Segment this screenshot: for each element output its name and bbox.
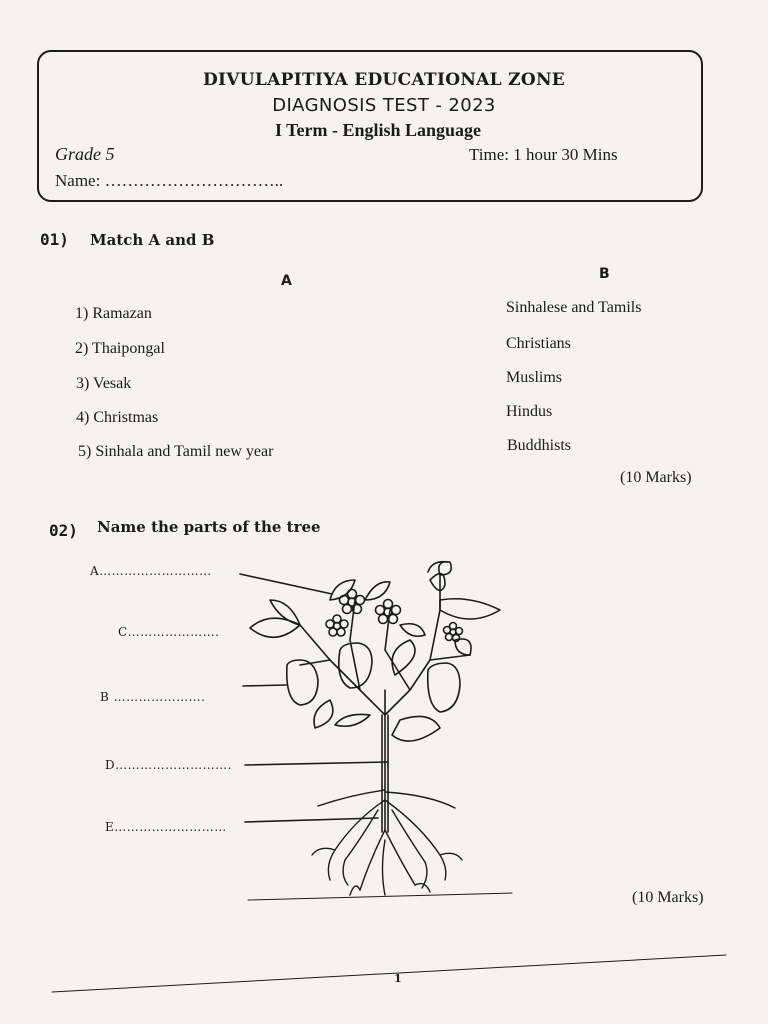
question-1-marks: (10 Marks) [620,469,692,486]
a-item: 3) Vesak [76,375,132,392]
a-item: 4) Christmas [76,409,159,426]
term-title: I Term - English Language [274,120,482,140]
flower [326,615,348,636]
page-rule [52,955,726,992]
leaf [335,714,370,726]
leaf [365,582,390,600]
b-item: Buddhists [507,437,572,454]
pointer-line-b [243,685,286,686]
leaf [250,618,300,637]
label-a-blank[interactable]: A……………………… [90,564,212,578]
leaf [440,599,500,619]
time-label: Time: 1 hour 30 Mins [469,145,618,164]
flower [376,600,401,624]
label-c-blank[interactable]: C…………………. [118,625,220,639]
question-2-title: Name the parts of the tree [97,518,321,536]
leaf [392,716,440,741]
question-1-title: Match A and B [90,231,215,249]
label-b-blank[interactable]: B …………………. [100,690,206,704]
b-item: Christians [506,335,571,352]
a-item: 2) Thaipongal [75,340,165,357]
a-item: 5) Sinhala and Tamil new year [78,443,274,460]
flower [444,623,463,642]
leaf [270,600,300,625]
zone-title: DIVULAPITIYA EDUCATIONAL ZONE [202,70,566,90]
page-number: 1 [394,972,402,985]
label-e-blank[interactable]: E……………………… [105,820,227,834]
label-d-blank[interactable]: D………………………. [105,758,232,772]
a-item: 1) Ramazan [75,305,152,322]
grade-label: Grade 5 [55,144,115,164]
column-b-heading: B [599,266,610,282]
pointer-line-a [240,574,332,594]
leaf [400,624,425,637]
fruit [428,663,460,712]
pointer-line-d [245,762,388,765]
test-title: DIAGNOSIS TEST - 2023 [272,95,496,116]
fruit [287,660,318,705]
b-item: Hindus [506,403,553,420]
flower [340,590,365,614]
question-2-number: 02) [49,521,78,540]
question-2-marks: (10 Marks) [632,889,704,906]
name-field[interactable]: Name: ………………………….. [55,171,284,190]
leaf [430,574,445,591]
ground-line [248,893,512,900]
question-1-number: 01) [40,230,69,249]
b-item: Muslims [506,369,563,386]
leaf [314,700,333,728]
column-a-heading: A [281,273,292,289]
leaf [392,640,415,675]
roots [312,790,462,895]
b-item: Sinhalese and Tamils [506,299,642,316]
